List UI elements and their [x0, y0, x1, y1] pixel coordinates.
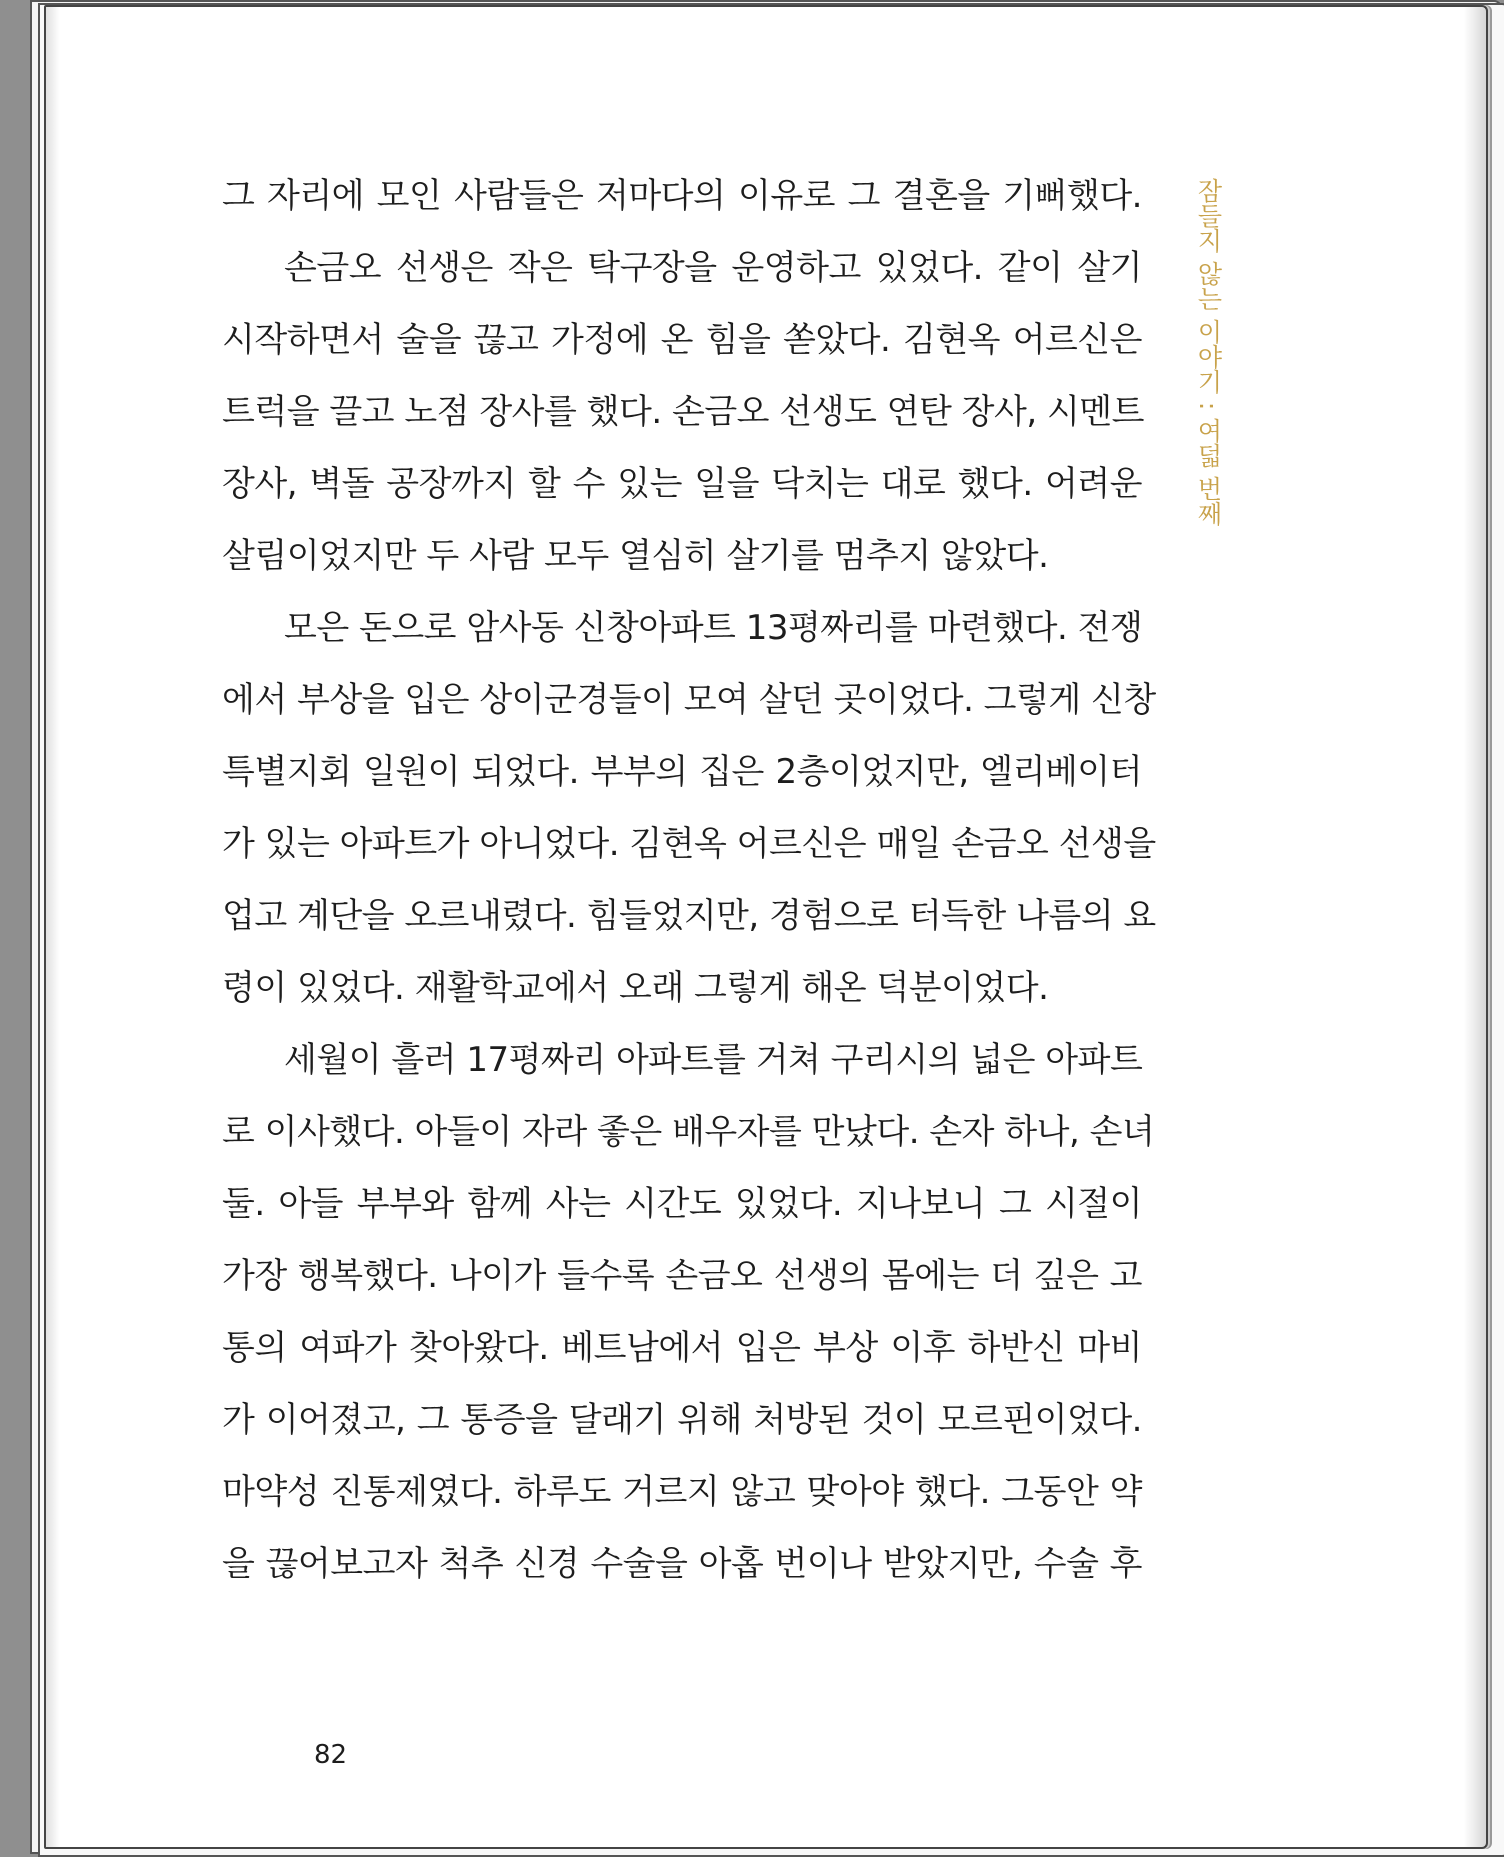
text-line-paragraph-end: 살림이었지만 두 사람 모두 열심히 살기를 멈추지 않았다.: [222, 536, 1049, 576]
text-line: 통의 여파가 찾아왔다. 베트남에서 입은 부상 이후 하반신 마비: [222, 1328, 1142, 1368]
text-line: 시작하면서 술을 끊고 가정에 온 힘을 쏟았다. 김현옥 어르신은: [222, 320, 1142, 360]
page-edge-shadow: [1464, 7, 1486, 1847]
running-head: 잠들지 않는 이야기 : 여덟 번째: [1194, 178, 1223, 527]
text-line: 트럭을 끌고 노점 장사를 했다. 손금오 선생도 연탄 장사, 시멘트: [222, 392, 1144, 432]
text-line: 마약성 진통제였다. 하루도 거르지 않고 맞아야 했다. 그동안 약: [222, 1472, 1142, 1512]
text-line: 그 자리에 모인 사람들은 저마다의 이유로 그 결혼을 기뻐했다.: [222, 176, 1142, 216]
text-line: 둘. 아들 부부와 함께 사는 시간도 있었다. 지나보니 그 시절이: [222, 1184, 1142, 1224]
text-line: 장사, 벽돌 공장까지 할 수 있는 일을 닥치는 대로 했다. 어려운: [222, 464, 1142, 504]
text-line: 가 있는 아파트가 아니었다. 김현옥 어르신은 매일 손금오 선생을: [222, 824, 1156, 864]
page-gutter-shadow: [46, 7, 60, 1847]
text-line: 특별지회 일원이 되었다. 부부의 집은 2층이었지만, 엘리베이터: [222, 752, 1142, 792]
text-line: 가장 행복했다. 나이가 들수록 손금오 선생의 몸에는 더 깊은 고: [222, 1256, 1142, 1296]
text-line: 을 끊어보고자 척추 신경 수술을 아홉 번이나 받았지만, 수술 후: [222, 1544, 1142, 1584]
body-text: [222, 160, 1156, 1600]
text-line: 가 이어졌고, 그 통증을 달래기 위해 처방된 것이 모르핀이었다.: [222, 1400, 1142, 1440]
page-number: 82: [314, 1740, 348, 1770]
text-line-paragraph-end: 령이 있었다. 재활학교에서 오래 그렇게 해온 덕분이었다.: [222, 968, 1049, 1008]
text-line: 로 이사했다. 아들이 자라 좋은 배우자를 만났다. 손자 하나, 손녀: [222, 1112, 1155, 1152]
text-line: 업고 계단을 오르내렸다. 힘들었지만, 경험으로 터득한 나름의 요: [222, 896, 1156, 936]
text-line-paragraph-start: 세월이 흘러 17평짜리 아파트를 거쳐 구리시의 넓은 아파트: [284, 1040, 1143, 1080]
text-line-paragraph-start: 모은 돈으로 암사동 신창아파트 13평짜리를 마련했다. 전쟁: [284, 608, 1143, 648]
text-line-paragraph-start: 손금오 선생은 작은 탁구장을 운영하고 있었다. 같이 살기: [284, 248, 1142, 288]
text-line: 에서 부상을 입은 상이군경들이 모여 살던 곳이었다. 그렇게 신창: [222, 680, 1156, 720]
